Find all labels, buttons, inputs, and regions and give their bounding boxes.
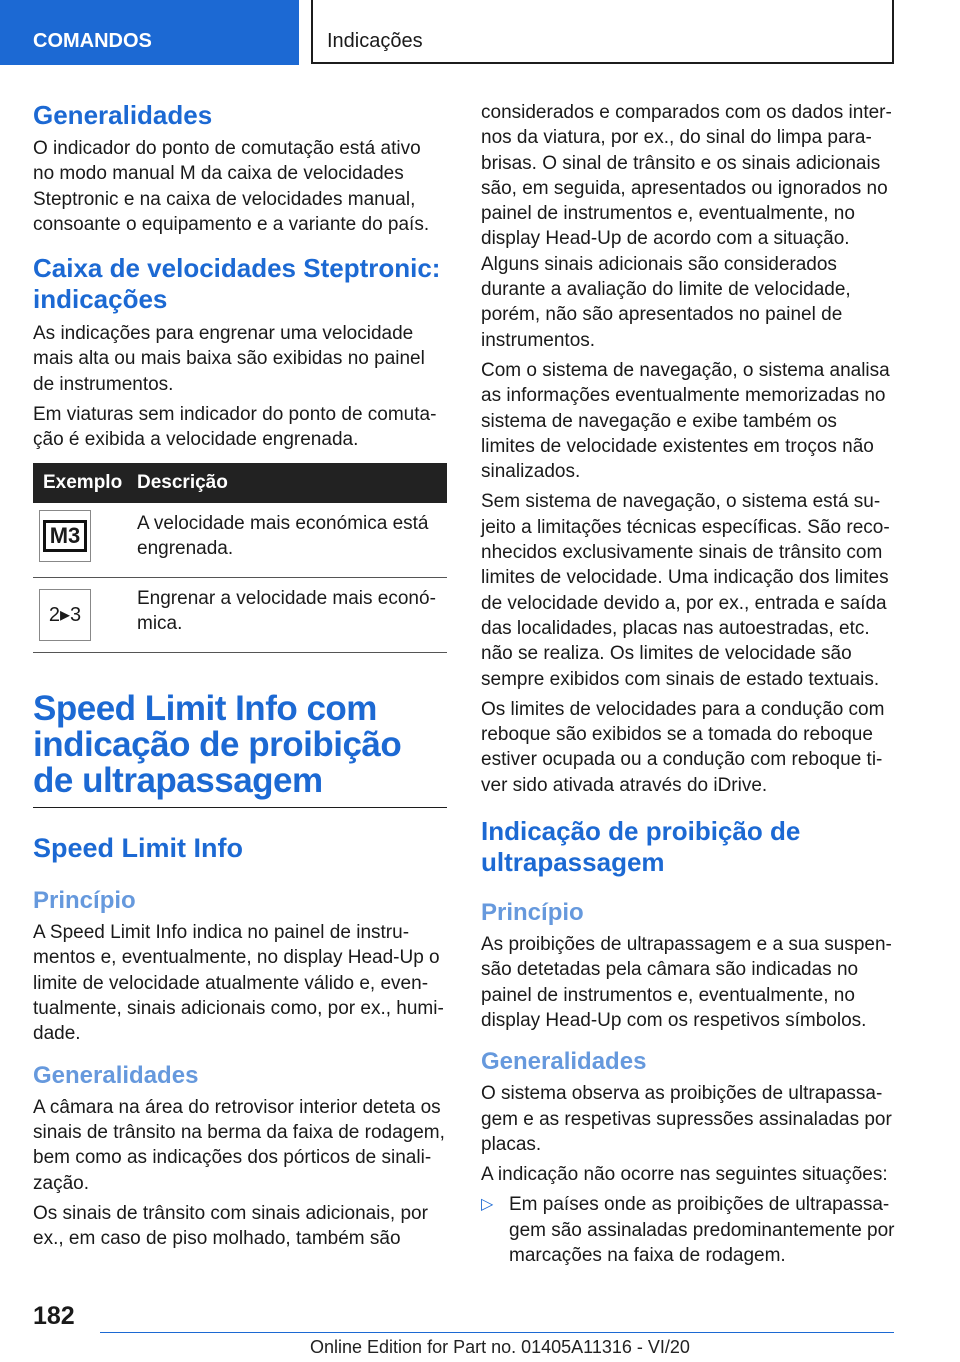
heading-indicacao-proibicao: Indicação de proibição de ultrapassagem	[481, 816, 801, 878]
right-column	[481, 100, 895, 1268]
gear-shift-up-icon: 2▸3	[39, 589, 91, 641]
paragraph: Sem sistema de navegação, o sistema está sujeito a limitações técnicas específicas. São reconhecidos exclusivamente sinais de trânsito com limites de velocidade. Uma indicação dos limites de velocidade devido a, por ex., entrada e saída das localidades, placas nas autoestradas, etc. não se realiza. Os limites de velocidade são sempre exibidos com sinais de estado textuais.	[481, 491, 890, 690]
table-row	[33, 503, 447, 578]
paragraph: Com o sistema de navegação, o sistema analisa as informações eventualmente memorizadas no sistema de navegação e exibe também os limites de velocidade existentes em troços não sinalizados.	[481, 359, 890, 483]
paragraph: Os sinais de trânsito com sinais adicionais, por ex., em caso de piso molhado, também são	[33, 1202, 428, 1250]
heading-principio: Princípio	[33, 887, 136, 915]
col-header-description: Descrição	[127, 463, 447, 503]
heading-generalidades: Generalidades	[481, 1048, 647, 1076]
paragraph: Os limites de velocidades para a condução com reboque são exibidos se a tomada do reboque estiver ocupada ou a condução com reboque tiver sido ativada através do iDrive.	[481, 698, 885, 796]
heading-speed-limit-main: Speed Limit Info com indicação de proibição de ultrapassagem	[33, 689, 402, 801]
paragraph: As proibições de ultrapassagem e a sua suspensão detetadas pela câmara são indicadas no painel de instrumentos e, eventualmente, no display Head-Up com os respetivos símbolos.	[481, 934, 892, 1031]
left-column	[33, 100, 447, 1251]
gear-m3-icon: M3	[39, 510, 91, 562]
paragraph: A indicação não ocorre nas seguintes situações:	[481, 1164, 888, 1186]
page-header	[311, 0, 894, 64]
heading-speed-limit-info: Speed Limit Info	[33, 833, 244, 864]
footer-divider	[100, 1332, 894, 1333]
heading-caixa-steptronic: Caixa de velocidades Steptronic: indicações	[33, 253, 441, 315]
section-label: COMANDOS	[33, 30, 152, 52]
list-item	[481, 1192, 895, 1268]
paragraph: Em viaturas sem indicador do ponto de comutação é exibida a velocidade engrenada.	[33, 404, 437, 451]
heading-generalidades: Generalidades	[33, 100, 213, 130]
table-row	[33, 578, 447, 653]
edition-note: Online Edition for Part no. 01405A11316 - VI/20	[310, 1337, 690, 1357]
heading-generalidades: Generalidades	[33, 1061, 199, 1089]
col-header-example: Exemplo	[33, 463, 127, 503]
paragraph: As indicações para engrenar uma velocidade mais alta ou mais baixa são exibidas no painel de instrumentos.	[33, 323, 425, 395]
triangle-bullet-icon: ▷	[481, 1196, 494, 1214]
section-tab	[0, 0, 299, 65]
paragraph: O indicador do ponto de comutação está ativo no modo manual M da caixa de velocidades Steptronic e na caixa de velocidades manual, consoante o equipamento e a variante do país.	[33, 138, 430, 235]
heading-principio: Princípio	[481, 899, 584, 927]
paragraph: A Speed Limit Info indica no painel de instrumentos e, eventualmente, no display Head-Up o limite de velocidade atualmente válido e, eventualmente, sinais adicionais como, por ex., humidade.	[33, 922, 444, 1045]
paragraph: A câmara na área do retrovisor interior deteta os sinais de trânsito na berma da faixa de rodagem, bem como as indicações dos pórticos de sinalização.	[33, 1096, 445, 1194]
paragraph: O sistema observa as proibições de ultrapassagem e as respetivas supressões assinaladas por placas.	[481, 1083, 892, 1155]
table-cell-desc: Engrenar a velocidade mais económica.	[127, 578, 447, 653]
bullet-text: Em países onde as proibições de ultrapassagem são assinaladas predominantemente por marcações na faixa de rodagem.	[509, 1194, 895, 1266]
paragraph: considerados e comparados com os dados internos da viatura, por ex., do sinal do limpa para-brisas. O sinal de trânsito e os sinais adicionais são, em seguida, apresentados ou ignorados no painel de instrumentos e, eventualmente, no display Head-Up de acordo com a situação. Alguns sinais adicionais são considerados durante a avaliação do limite de velocidade, porém, não são apresentados no painel de instrumentos.	[481, 102, 892, 351]
indications-table	[33, 463, 447, 654]
table-cell-desc: A velocidade mais económica está engrenada.	[127, 503, 447, 578]
page-title: Indicações	[327, 30, 423, 52]
page-number: 182	[33, 1302, 75, 1330]
